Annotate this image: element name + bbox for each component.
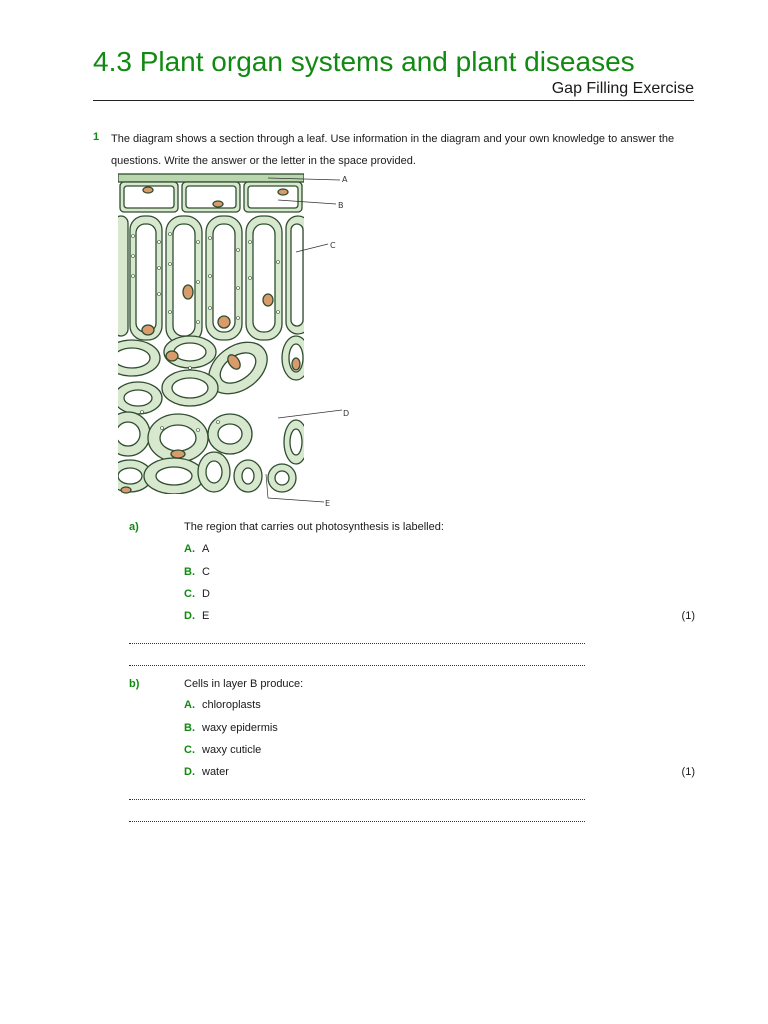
page-subtitle: Gap Filling Exercise xyxy=(551,80,694,97)
diagram-label-e: E xyxy=(325,499,331,508)
part-a-label: a) xyxy=(129,521,139,533)
option-letter: D. xyxy=(184,766,195,778)
part-a-option-d xyxy=(184,610,209,622)
option-letter: B. xyxy=(184,566,195,578)
option-letter: D. xyxy=(184,610,195,622)
part-b-answer-line-1[interactable] xyxy=(129,799,585,800)
part-b-option-b xyxy=(184,722,278,734)
part-b-answer-line-2[interactable] xyxy=(129,821,585,822)
option-letter: C. xyxy=(184,588,195,600)
spongy-layer xyxy=(104,332,310,494)
question-number: 1 xyxy=(93,131,100,143)
leaf-section-diagram xyxy=(118,172,348,512)
part-b-option-d xyxy=(184,766,229,778)
option-letter: A. xyxy=(184,543,195,555)
part-a-option-a xyxy=(184,543,209,555)
part-a-option-c xyxy=(184,588,210,600)
diagram-label-b: B xyxy=(338,201,344,210)
part-a-marks: (1) xyxy=(681,610,695,622)
part-b-option-c xyxy=(184,744,261,756)
part-a-answer-line-2[interactable] xyxy=(129,665,585,666)
option-text: waxy cuticle xyxy=(202,744,262,756)
page-title: 4.3 Plant organ systems and plant diseases xyxy=(93,46,635,77)
option-letter: A. xyxy=(184,699,195,711)
option-text: C xyxy=(202,566,210,578)
option-text: waxy epidermis xyxy=(202,722,278,734)
diagram-label-c: C xyxy=(330,241,336,250)
option-letter: B. xyxy=(184,722,195,734)
part-b-option-a xyxy=(184,699,261,711)
part-a-stem: The region that carries out photosynthesis is labelled: xyxy=(184,521,444,533)
option-text: D xyxy=(202,588,210,600)
part-b-marks: (1) xyxy=(681,766,695,778)
option-text: A xyxy=(202,543,210,555)
title-divider xyxy=(93,100,694,101)
question-text: The diagram shows a section through a leaf. Use information in the diagram and your own knowledge to answer the questions. Write the answer or the letter in the space provided. xyxy=(111,133,675,167)
part-a-option-b xyxy=(184,566,210,578)
upper-epidermis xyxy=(120,182,302,212)
option-text: E xyxy=(202,610,210,622)
option-text: chloroplasts xyxy=(202,699,261,711)
part-b-label: b) xyxy=(129,678,140,690)
option-text: water xyxy=(202,766,229,778)
palisade-layer xyxy=(114,216,310,344)
diagram-label-d: D xyxy=(343,409,350,418)
option-letter: C. xyxy=(184,744,195,756)
part-b-stem: Cells in layer B produce: xyxy=(184,678,304,690)
part-a-answer-line-1[interactable] xyxy=(129,643,585,644)
diagram-label-a: A xyxy=(342,175,348,184)
